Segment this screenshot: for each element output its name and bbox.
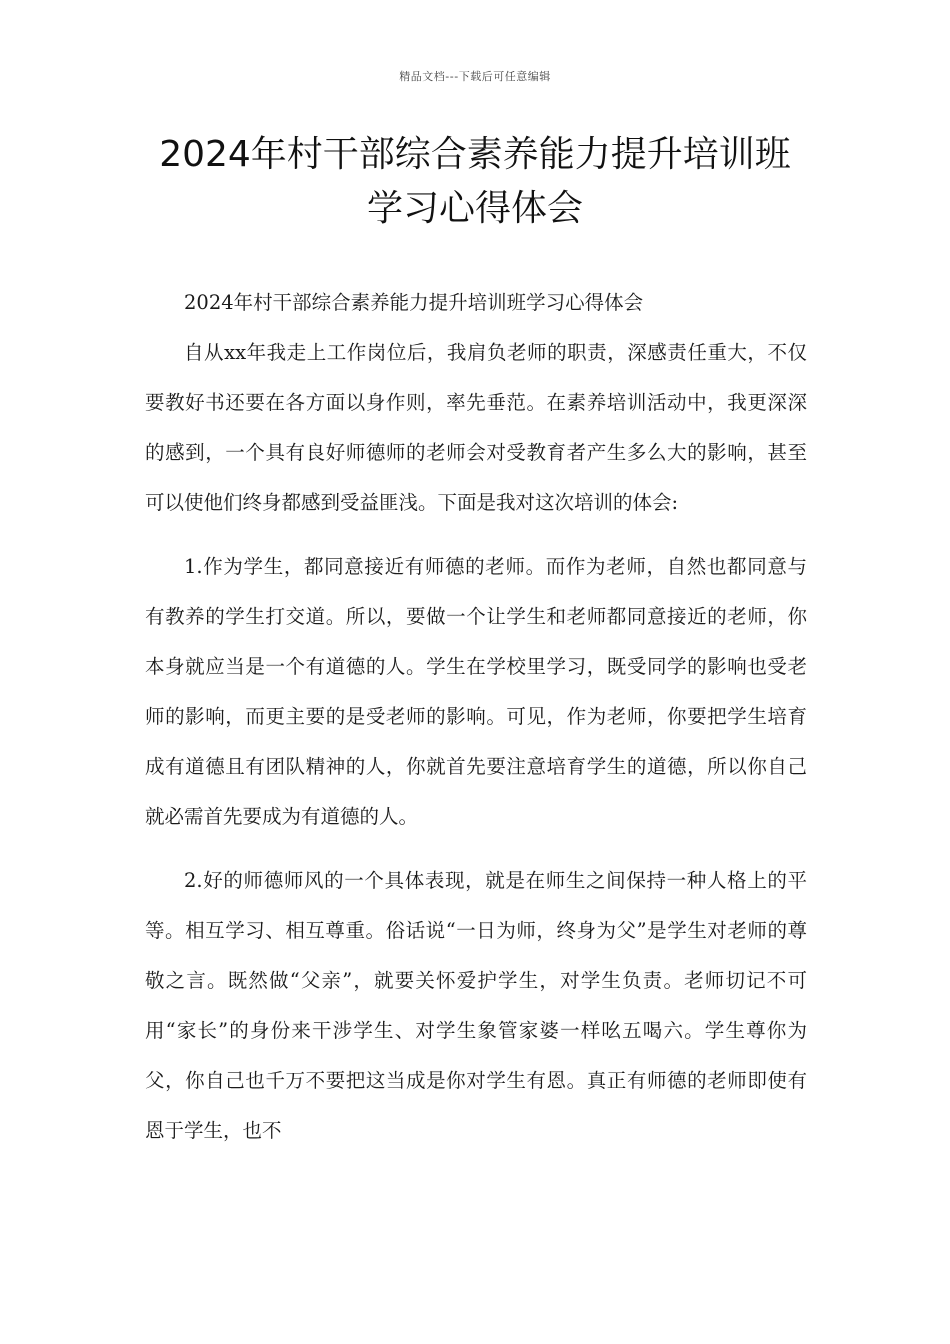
body-paragraph-intro: 自从xx年我走上工作岗位后，我肩负老师的职责，深感责任重大，不仅要教好书还要在各方面以身作则，率先垂范。在素养培训活动中，我更深深的感到，一个具有良好师德师的老师会对受教育者产生多么大的影响，甚至可以使他们终身都感到受益匪浅。下面是我对这次培训的体会:: [145, 341, 807, 514]
title-line-2: 学习心得体会: [366, 188, 583, 229]
body-paragraph-point-2: 2.好的师德师风的一个具体表现，就是在师生之间保持一种人格上的平等。相互学习、相互尊重。俗话说“一日为师，终身为父”是学生对老师的尊敬之言。既然做“父亲”，就要关怀爱护学生，对学生负责。老师切记不可用“家长”的身份来干涉学生、对学生象管家婆一样吆五喝六。学生尊你为父，你自己也千万不要把这当成是你对学生有恩。真正有师德的老师即使有恩于学生，也不: [145, 869, 807, 1142]
title-line-1: 2024年村干部综合素养能力提升培训班: [159, 134, 791, 175]
body-paragraph-point-1: 1.作为学生，都同意接近有师德的老师。而作为老师，自然也都同意与有教养的学生打交道。所以，要做一个让学生和老师都同意接近的老师，你本身就应当是一个有道德的人。学生在学校里学习，既受同学的影响也受老师的影响，而更主要的是受老师的影响。可见，作为老师，你要把学生培育成有道德且有团队精神的人，你就首先要注意培育学生的道德，所以你自己就必需首先要成为有道德的人。: [145, 555, 807, 828]
document-body: [145, 278, 807, 1156]
header-note: 精品文档---下载后可任意编辑: [399, 70, 551, 83]
document-title: [120, 128, 830, 236]
body-subtitle-paragraph: 2024年村干部综合素养能力提升培训班学习心得体会: [184, 291, 644, 314]
